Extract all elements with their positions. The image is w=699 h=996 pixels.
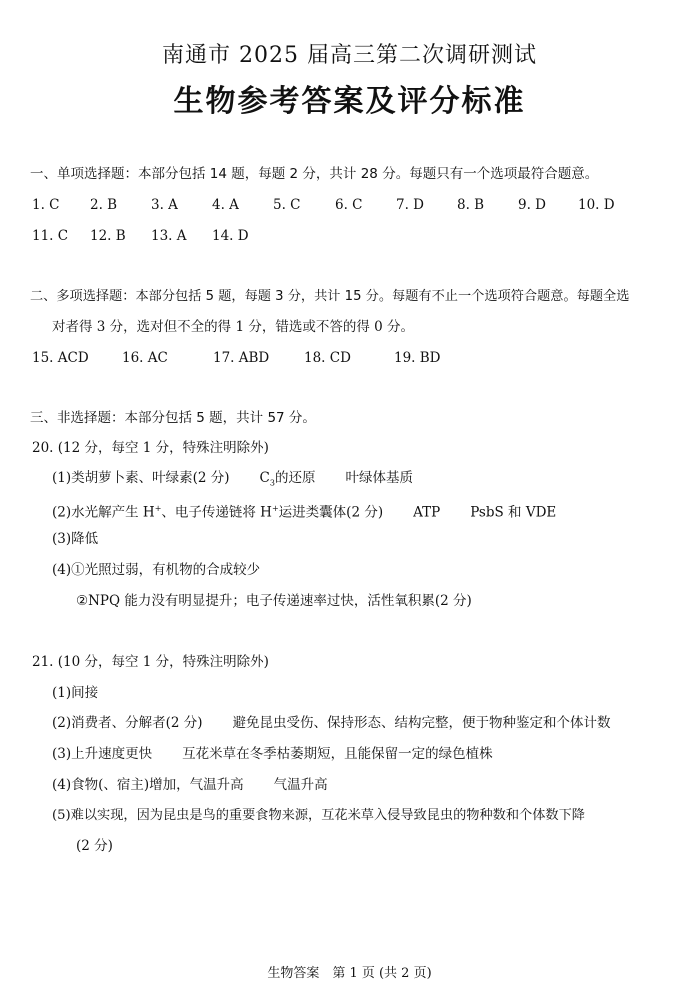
answer-item: 4. A (212, 197, 239, 213)
q20-answer-3: (3)降低 (52, 531, 99, 547)
answer-item: 8. B (457, 197, 485, 213)
q20-answer-4-1: (4)①光照过弱，有机物的合成较少 (52, 562, 261, 578)
q20-answer-1-c-sub: 3 (269, 478, 275, 488)
answer-item: 14. D (212, 228, 249, 244)
q21-title: 21. (10 分，每空 1 分，特殊注明除外) (32, 654, 269, 670)
answer-item: 15. ACD (32, 350, 89, 366)
q21-answer-4-part1: (4)食物(、宿主)增加，气温升高 (52, 777, 244, 793)
q20-answer-2-sup-b: + (271, 504, 279, 513)
answer-item: 10. D (578, 197, 615, 213)
q21-answer-3 (52, 745, 493, 763)
section1-heading: 一、单项选择题：本部分包括 14 题，每题 2 分，共计 28 分。每题只有一个选项最符合题意。 (30, 166, 599, 182)
q21-answer-3-part2: 互花米草在冬季枯萎期短，且能保留一定的绿色植株 (182, 746, 493, 762)
q20-answer-2-text-a: (2)水光解产生 H (52, 504, 155, 521)
answer-item: 2. B (90, 197, 118, 213)
q20-answer-2 (52, 500, 556, 522)
answer-item: 1. C (32, 197, 60, 213)
q21-answer-3-part1: (3)上升速度更快 (52, 746, 153, 762)
q20-answer-1-part3: 叶绿体基质 (345, 470, 413, 486)
answer-item: 6. C (335, 197, 363, 213)
answer-item: 13. A (151, 228, 187, 244)
answer-item: 11. C (32, 228, 69, 244)
q20-answer-2-atp: ATP (413, 504, 441, 521)
section2-heading-line1: 二、多项选择题：本部分包括 5 题，每题 3 分，共计 15 分。每题有不止一个选项符合题意。每题全选 (30, 289, 630, 304)
q20-answer-2-proteins: PsbS 和 VDE (470, 504, 557, 521)
section2-heading-line2: 对者得 3 分，选对但不全的得 1 分，错选或不答的得 0 分。 (52, 319, 415, 335)
q21-answer-4 (52, 776, 328, 794)
page-footer: 生物答案 第 1 页 (共 2 页) (267, 966, 432, 981)
q21-answer-2 (52, 714, 611, 732)
q20-answer-1-c-rest: 的还原 (274, 470, 316, 486)
q21-answer-2-part2: 避免昆虫受伤、保持形态、结构完整，便于物种鉴定和个体计数 (232, 715, 611, 731)
q20-answer-1 (52, 469, 413, 493)
answer-item: 9. D (518, 197, 546, 213)
q20-answer-4-2: ②NPQ 能力没有明显提升；电子传递速率过快，活性氧积累(2 分) (76, 593, 472, 609)
q20-answer-2-text-b: 、电子传递链将 H (161, 504, 272, 521)
exam-title: 南通市 2025 届高三第二次调研测试 (162, 43, 537, 68)
answer-item: 18. CD (304, 350, 351, 366)
q20-title: 20. (12 分，每空 1 分，特殊注明除外) (32, 440, 269, 456)
q21-answer-5-line2: (2 分) (76, 838, 113, 854)
section3-heading: 三、非选择题：本部分包括 5 题，共计 57 分。 (30, 410, 316, 426)
answer-item: 12. B (90, 228, 126, 244)
answer-item: 5. C (273, 197, 301, 213)
q20-answer-2-text-c: 运进类囊体(2 分) (278, 504, 384, 521)
answer-item: 16. AC (122, 350, 168, 366)
q21-answer-1: (1)间接 (52, 685, 99, 701)
q21-answer-4-part2: 气温升高 (273, 777, 328, 793)
answer-item: 17. ABD (213, 350, 270, 366)
q20-answer-2-sup-a: + (154, 504, 162, 513)
answer-item: 3. A (151, 197, 178, 213)
q20-answer-1-c: C (259, 470, 270, 486)
answer-item: 19. BD (394, 350, 441, 366)
q21-answer-5-line1: (5)难以实现，因为昆虫是鸟的重要食物来源，互花米草入侵导致昆虫的物种数和个体数下降 (52, 808, 585, 823)
answer-item: 7. D (396, 197, 424, 213)
document-title: 生物参考答案及评分标准 (173, 84, 526, 119)
q20-answer-1-part1: (1)类胡萝卜素、叶绿素(2 分) (52, 470, 230, 486)
q21-answer-2-part1: (2)消费者、分解者(2 分) (52, 715, 203, 731)
